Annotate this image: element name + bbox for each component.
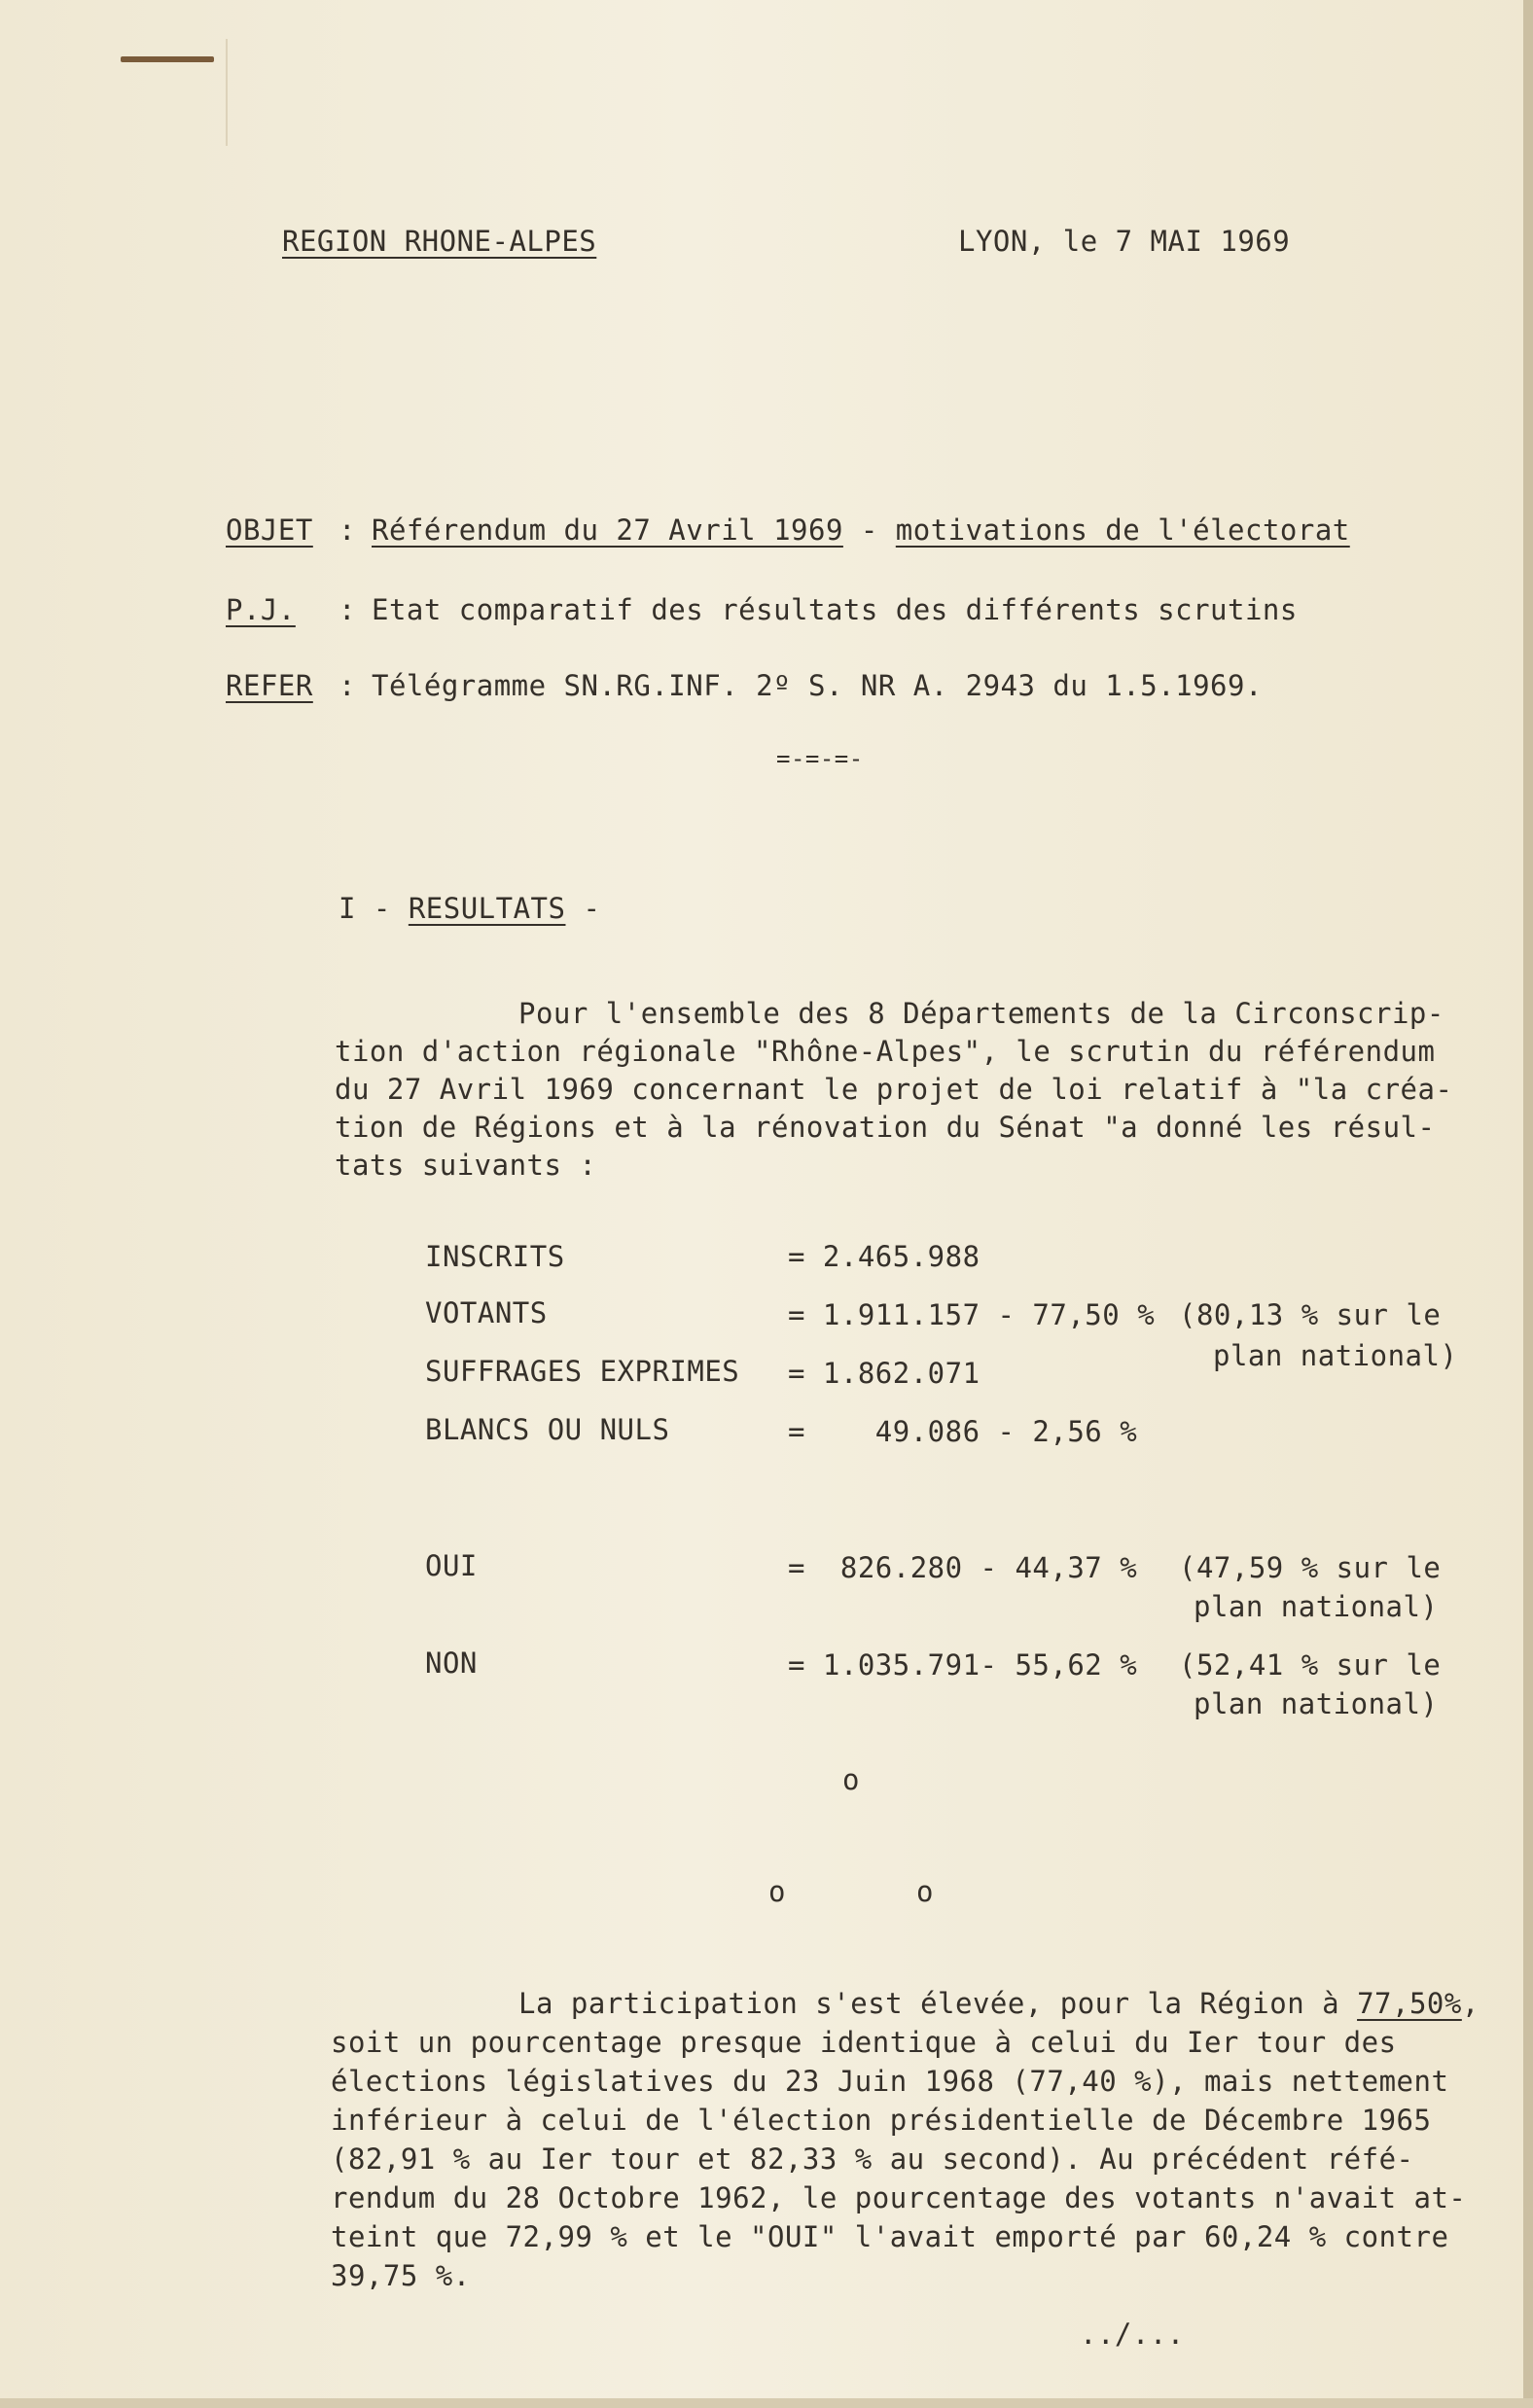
exprimes-label: SUFFRAGES EXPRIMES [425,1355,740,1388]
continuation-mark: ../... [1080,2318,1185,2351]
oui-value: = 826.280 - 44,37 % [788,1551,1138,1584]
place-date: LYON, le 7 MAI 1969 [958,225,1291,258]
intro-line-2: tion d'action régionale "Rhône-Alpes", le scrutin du référendum [335,1035,1436,1068]
intro-line-3: du 27 Avril 1969 concernant le projet de loi relatif à "la créa- [335,1073,1453,1106]
ornament-right: o [916,1875,934,1908]
participation-pct: 77,50% [1357,1987,1462,2020]
participation-line-7: teint que 72,99 % et le "OUI" l'avait emporté par 60,24 % contre [331,2220,1449,2253]
non-national-note-2: plan national) [1194,1687,1439,1720]
participation-line-1 [518,1987,1480,2020]
refer-label: REFER [226,669,313,702]
participation-lead: La participation s'est élevée, pour la Région à [518,1987,1358,2020]
intro-line-1: Pour l'ensemble des 8 Départements de la Circonscrip- [518,997,1444,1030]
region-heading: REGION RHONE-ALPES [282,225,597,258]
votants-national-note: (80,13 % sur le [1179,1298,1442,1331]
blancs-value: = 49.086 - 2,56 % [788,1415,1138,1448]
page-edge-bottom [0,2398,1533,2408]
objet-topic: motivations de l'électorat [895,513,1350,547]
oui-national-note-2: plan national) [1194,1590,1439,1623]
pj-label: P.J. [226,593,296,626]
non-value: = 1.035.791- 55,62 % [788,1648,1138,1682]
refer-separator: : [339,669,356,702]
pj-text: Etat comparatif des résultats des différents scrutins [372,593,1298,626]
section-heading [339,892,600,925]
non-national-note: (52,41 % sur le [1179,1648,1442,1682]
participation-line-6: rendum du 28 Octobre 1962, le pourcentage des votants n'avait at- [331,2181,1467,2214]
blancs-label: BLANCS OU NULS [425,1413,670,1446]
participation-line-3: élections législatives du 23 Juin 1968 (77,40 %), mais nettement [331,2065,1449,2098]
non-label: NON [425,1647,478,1680]
section-suffix: - [565,892,601,925]
votants-national-note-2: plan national) [1213,1339,1458,1372]
oui-national-note: (47,59 % sur le [1179,1551,1442,1584]
objet-subject: Référendum du 27 Avril 1969 [372,513,843,547]
objet-label: OBJET [226,513,313,547]
section-title: RESULTATS [408,892,566,925]
participation-line-8: 39,75 %. [331,2259,471,2292]
inscrits-label: INSCRITS [425,1240,565,1273]
ornament-left: o [768,1875,786,1908]
participation-tail: , [1461,1987,1480,2020]
objet-separator: : [339,513,356,547]
page-edge [1523,0,1533,2408]
refer-text: Télégramme SN.RG.INF. 2º S. NR A. 2943 du 1.5.1969. [372,669,1263,702]
participation-line-5: (82,91 % au Ier tour et 82,33 % au second). Au précédent réfé- [331,2142,1414,2176]
paper-fold-mark [226,39,228,146]
ornament-top: o [842,1763,860,1796]
intro-line-4: tion de Régions et à la rénovation du Sénat "a donné les résul- [335,1111,1436,1144]
inscrits-value: = 2.465.988 [788,1240,980,1273]
participation-line-4: inférieur à celui de l'élection présidentielle de Décembre 1965 [331,2104,1432,2137]
divider: =-=-=- [776,745,864,772]
objet-dash: - [842,513,896,547]
oui-label: OUI [425,1549,478,1582]
participation-line-2: soit un pourcentage presque identique à celui du Ier tour des [331,2026,1397,2059]
section-prefix: I - [339,892,409,925]
intro-line-5: tats suivants : [335,1149,597,1182]
staple-mark [121,56,214,62]
objet-text [372,513,1350,547]
votants-label: VOTANTS [425,1296,548,1329]
pj-separator: : [339,593,356,626]
votants-value: = 1.911.157 - 77,50 % [788,1298,1156,1331]
exprimes-value: = 1.862.071 [788,1357,980,1390]
